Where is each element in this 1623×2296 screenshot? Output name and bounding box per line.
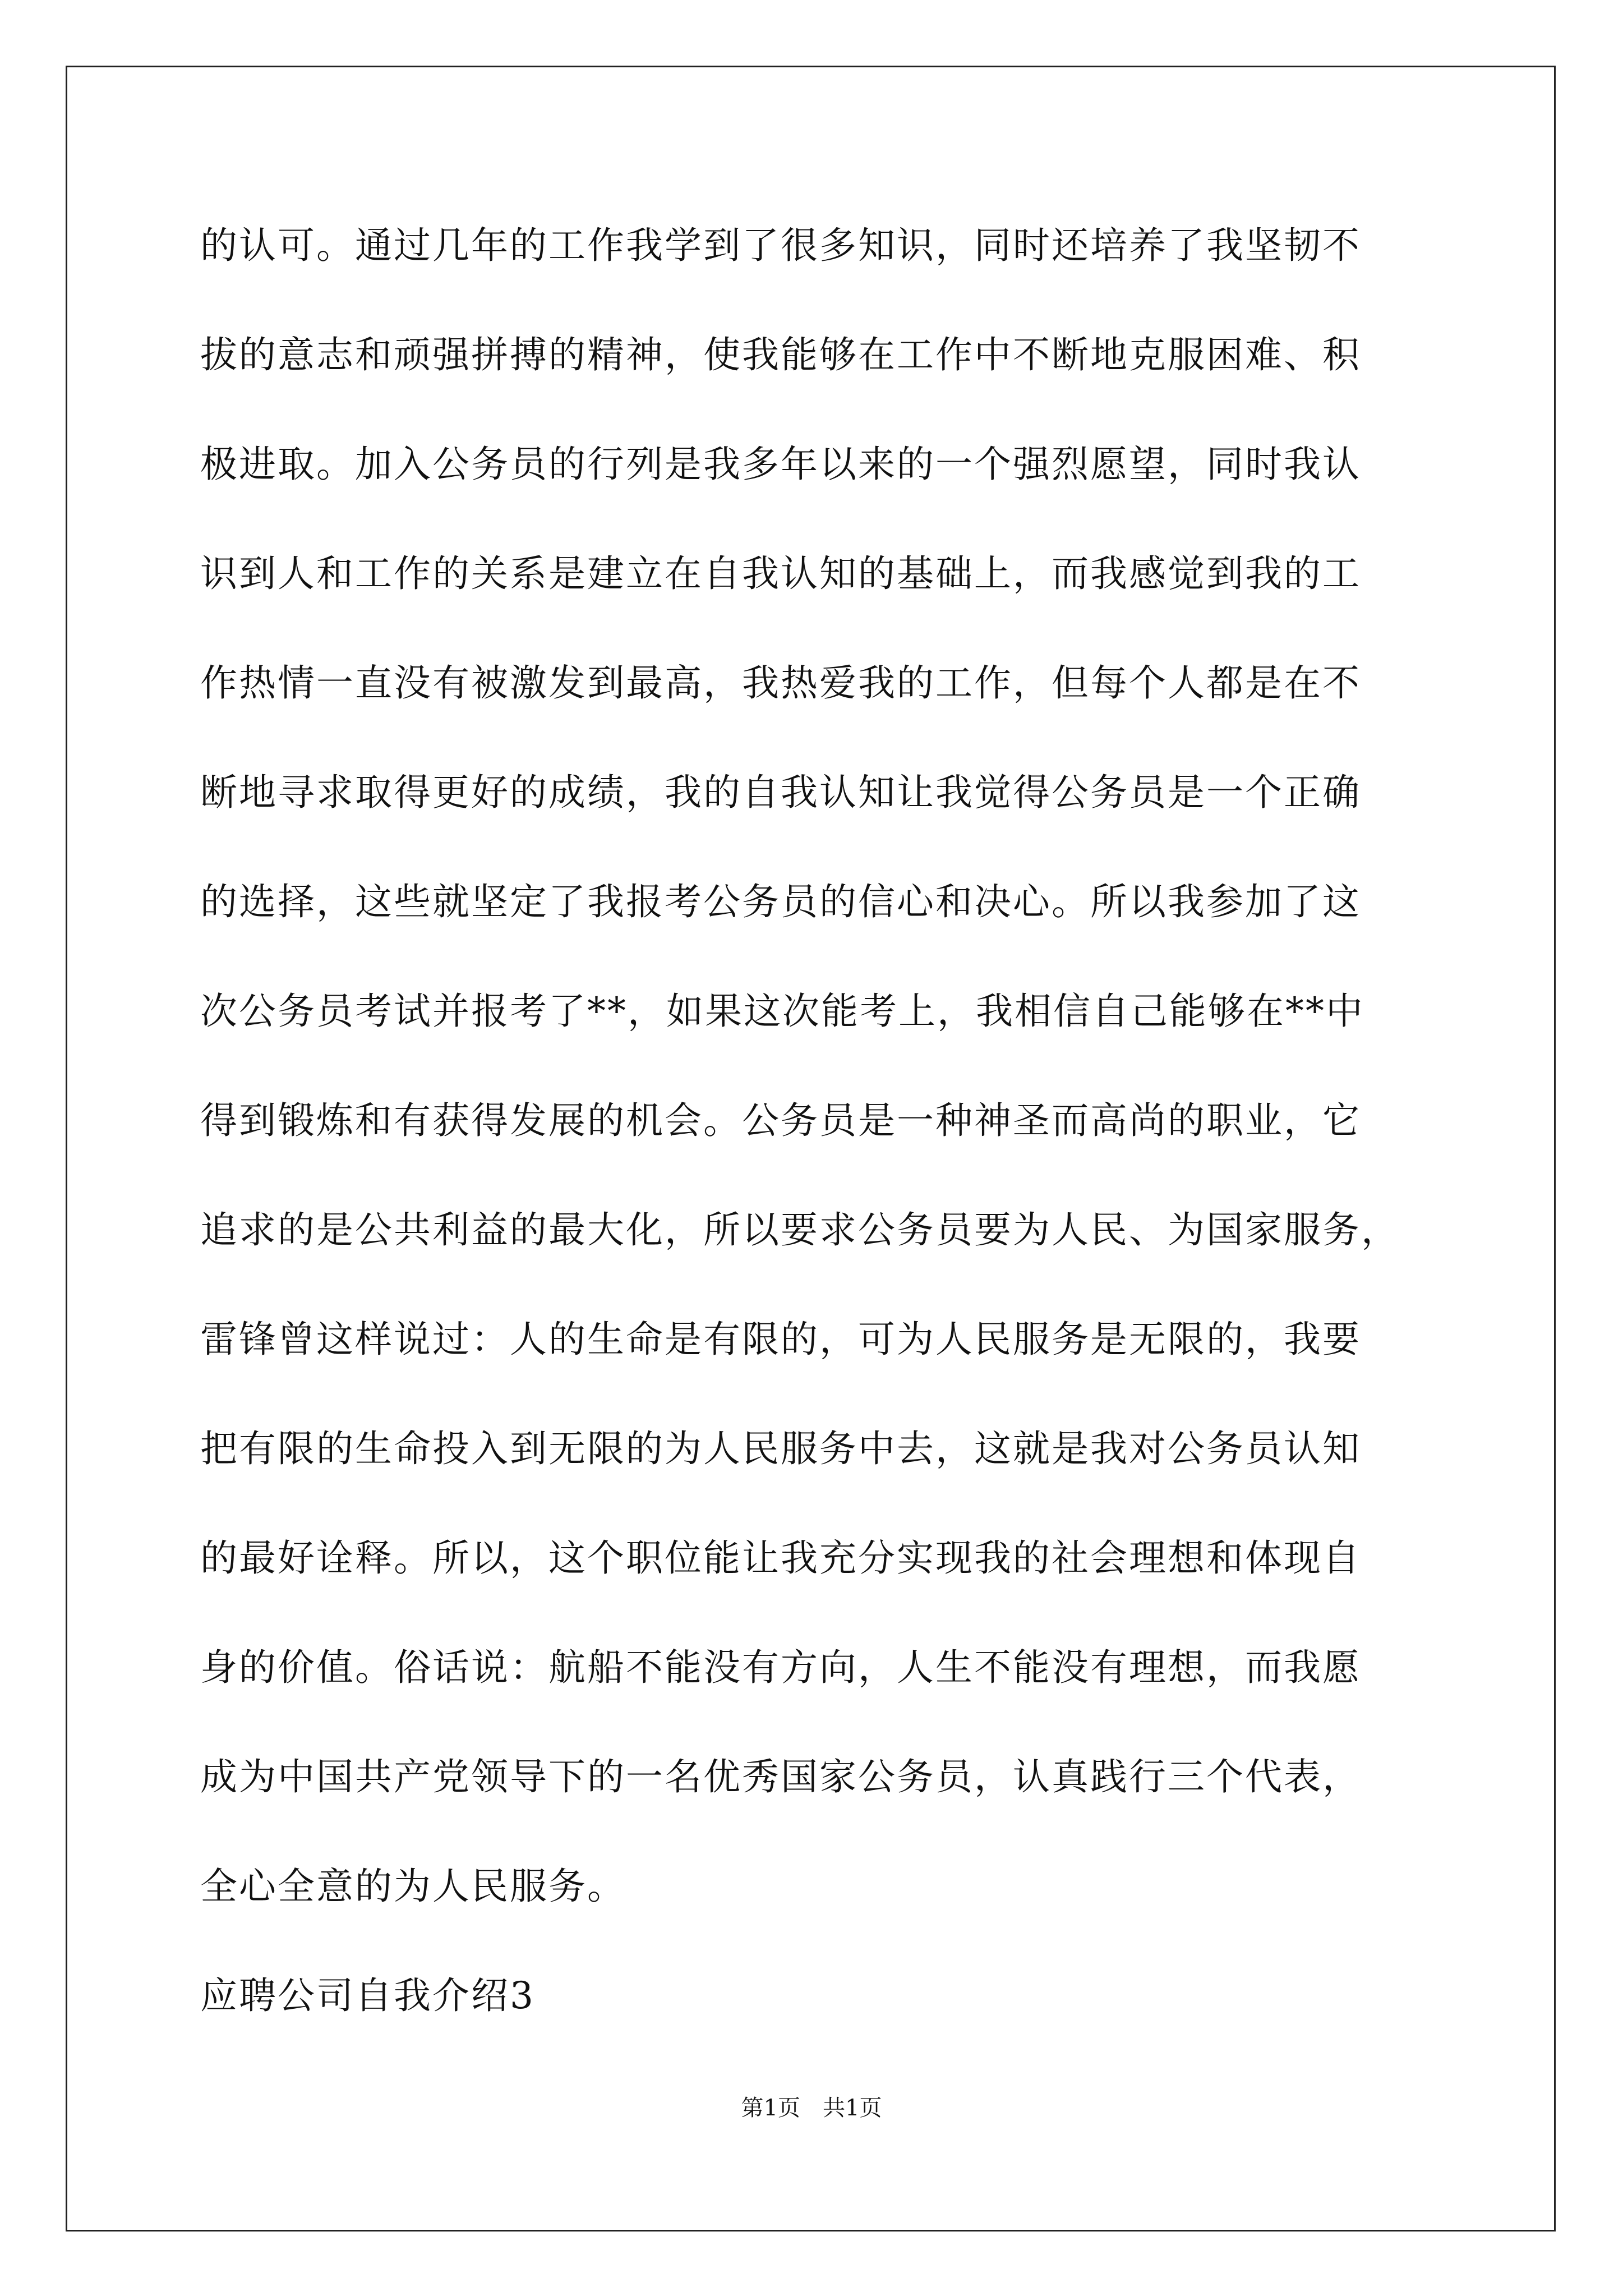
text-line: 雷锋曾这样说过：人的生命是有限的，可为人民服务是无限的，我要 bbox=[200, 1318, 1361, 1361]
text-line: 全心全意的为人民服务。 bbox=[200, 1865, 626, 1908]
text-line: 追求的是公共利益的最大化，所以要求公务员要为人民、为国家服务， bbox=[200, 1208, 1400, 1251]
text-line: 的最好诠释。所以，这个职位能让我充分实现我的社会理想和体现自 bbox=[200, 1536, 1361, 1580]
page-footer: 第1页 共1页 bbox=[741, 2095, 882, 2121]
text-line: 拔的意志和顽强拼搏的精神，使我能够在工作中不断地克服困难、积 bbox=[200, 333, 1361, 376]
text-line: 次公务员考试并报考了**，如果这次能考上，我相信自己能够在**中 bbox=[200, 990, 1364, 1033]
text-line: 识到人和工作的关系是建立在自我认知的基础上，而我感觉到我的工 bbox=[200, 552, 1361, 595]
text-line: 极进取。加入公务员的行列是我多年以来的一个强烈愿望，同时我认 bbox=[200, 443, 1361, 486]
text-line: 的认可。通过几年的工作我学到了很多知识，同时还培养了我坚韧不 bbox=[200, 224, 1361, 267]
text-line: 作热情一直没有被激发到最高，我热爱我的工作，但每个人都是在不 bbox=[200, 661, 1361, 705]
text-line: 把有限的生命投入到无限的为人民服务中去，这就是我对公务员认知 bbox=[200, 1427, 1361, 1470]
text-line: 身的价值。俗话说：航船不能没有方向，人生不能没有理想，而我愿 bbox=[200, 1646, 1361, 1689]
text-line: 成为中国共产党领导下的一名优秀国家公务员，认真践行三个代表， bbox=[200, 1755, 1361, 1798]
text-line: 得到锻炼和有获得发展的机会。公务员是一种神圣而高尚的职业，它 bbox=[200, 1099, 1361, 1142]
text-line: 的选择，这些就坚定了我报考公务员的信心和决心。所以我参加了这 bbox=[200, 880, 1361, 923]
section-heading: 应聘公司自我介绍3 bbox=[200, 1974, 535, 2017]
text-line: 断地寻求取得更好的成绩，我的自我认知让我觉得公务员是一个正确 bbox=[200, 771, 1361, 814]
